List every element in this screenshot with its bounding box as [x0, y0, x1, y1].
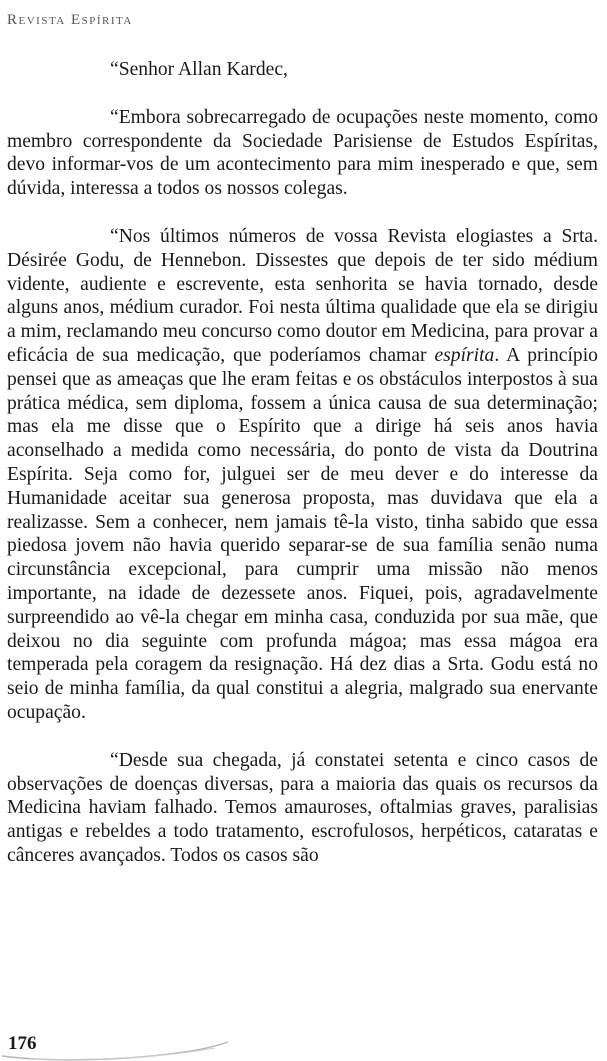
body-paragraph-3: “Desde sua chegada, já constatei setenta e cinco casos de observações de doenças diversas, para a maioria das quais os recursos da Medicina haviam falhado. Temos amauroses, oftalmias graves, paralisias antigas e rebeldes a todo tratamento, escrofulosos, herpéticos, cataratas e cânceres avançados. Todos os casos são	[7, 749, 598, 866]
body-paragraph-2	[7, 225, 598, 725]
emphasized-word: espírita	[434, 344, 495, 366]
body-paragraph-1: “Embora sobrecarregado de ocupações neste momento, como membro correspondente da Sociedade Parisiense de Estudos Espíritas, devo informar-vos de um acontecimento para mim inesperado e que, sem dúvida, interessa a todos os nossos colegas.	[7, 106, 598, 200]
paragraph-2-text-after: . A princípio pensei que as ameaças que lhe eram feitas e os obstáculos interpostos à sua prática médica, sem diploma, fossem a única causa de sua determinação; mas ela me disse que o Espírito que a dirige há seis anos havia aconselhado a medida como necessária, do ponto de vista da Doutrina Espírita. Seja como for, julguei ser de meu dever e do interesse da Humanidade aceitar sua generosa proposta, mas duvidava que ela a realizasse. Sem a conhecer, nem jamais tê-la visto, tinha sabido que essa piedosa jovem não havia querido separar-se de sua família senão numa circunstância excepcional, para cumprir uma missão não menos importante, na idade de dezessete anos. Fiquei, pois, agradavelmente surpreendido ao vê-la chegar em minha casa, conduzida por sua mãe, que deixou no dia seguinte com profunda mágoa; mas essa mágoa era temperada pela coragem da resignação. Há dez dias a Srta. Godu está no seio de minha família, da qual constitui a alegria, malgrado sua enervante ocupação.	[7, 344, 598, 723]
running-head: Revista Espírita	[7, 12, 133, 28]
page-number: 176	[8, 1033, 37, 1054]
salutation: “Senhor Allan Kardec,	[110, 59, 288, 80]
paragraph-2-text-before: “Nos últimos números de vossa Revista elogiastes a Srta. Désirée Godu, de Hennebon. Dissestes que depois de ter sido médium vidente, audiente e escrevente, esta senhorita se havia tornado, desde alguns anos, médium curador. Foi nesta última qualidade que ela se dirigiu a mim, reclamando meu concurso como doutor em Medicina, para provar a eficácia de sua medicação, que poderíamos chamar	[7, 225, 598, 366]
page-body	[7, 58, 598, 868]
